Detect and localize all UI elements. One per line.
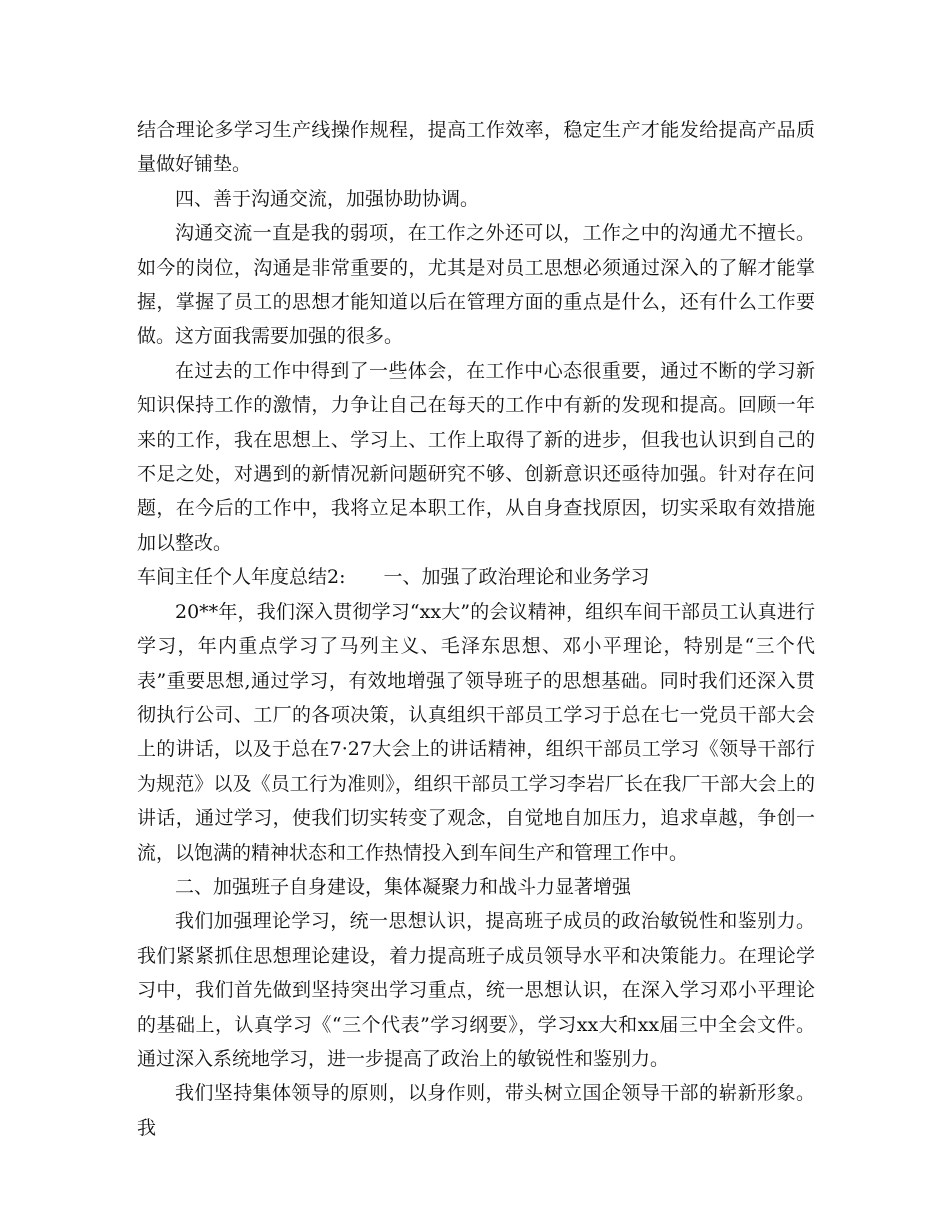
summary-2-title-line: 车间主任个人年度总结2: 一、加强了政治理论和业务学习 xyxy=(137,566,650,589)
paragraph-team-theory: 我们加强理论学习，统一思想认识，提高班子成员的政治敏锐性和鉴别力。我们紧紧抓住思想理论建设，着力提高班子成员领导水平和决策能力。在理论学习中，我们首先做到坚持突出学习重点，统一思想认识，在深入学习邓小平理论的基础上，认真学习《“三个代表”学习纲要》，学习xx大和xx届三中全会文件。通过深入系统地学习，进一步提高了政治上的敏锐性和鉴别力。 xyxy=(137,910,815,1070)
paragraph-communication: 沟通交流一直是我的弱项，在工作之外还可以，工作之中的沟通尤不擅长。如今的岗位，沟通是非常重要的，尤其是对员工思想必须通过深入的了解才能掌握，掌握了员工的思想才能知道以后在管理方面的重点是什么，还有什么工作要做。这方面我需要加强的很多。 xyxy=(137,222,815,348)
paragraph-reflection: 在过去的工作中得到了一些体会，在工作中心态很重要，通过不断的学习新知识保持工作的激情，力争让自己在每天的工作中有新的发现和提高。回顾一年来的工作，我在思想上、学习上、工作上取得了新的进步，但我也认识到自己的不足之处，对遇到的新情况新问题研究不够、创新意识还亟待加强。针对存在问题，在今后的工作中，我将立足本职工作，从自身查找原因，切实采取有效措施加以整改。 xyxy=(137,359,815,554)
section-heading-team-building: 二、加强班子自身建设，集体凝聚力和战斗力显著增强 xyxy=(175,875,632,898)
paragraph-production-summary: 结合理论多学习生产线操作规程，提高工作效率，稳定生产才能发给提高产品质量做好铺垫。 xyxy=(137,119,815,176)
section-heading-communication: 四、善于沟通交流，加强协助协调。 xyxy=(175,187,480,210)
paragraph-theory-study: 20**年，我们深入贯彻学习“xx大”的会议精神，组织车间干部员工认真进行学习，年内重点学习了马列主义、毛泽东思想、邓小平理论，特别是“三个代表”重要思想,通过学习，有效地增强了领导班子的思想基础。同时我们还深入贯彻执行公司、工厂的各项决策，认真组织干部员工学习于总在七一党员干部大会上的讲话，以及于总在7·27大会上的讲话精神，组织干部员工学习《领导干部行为规范》以及《员工行为准则》，组织干部员工学习李岩厂长在我厂干部大会上的讲话，通过学习，使我们切实转变了观念，自觉地自加压力，追求卓越，争创一流，以饱满的精神状态和工作热情投入到车间生产和管理工作中。 xyxy=(137,600,815,864)
paragraph-collective-leadership: 我们坚持集体领导的原则，以身作则，带头树立国企领导干部的崭新形象。我 xyxy=(137,1082,815,1139)
document-body xyxy=(137,113,815,1145)
